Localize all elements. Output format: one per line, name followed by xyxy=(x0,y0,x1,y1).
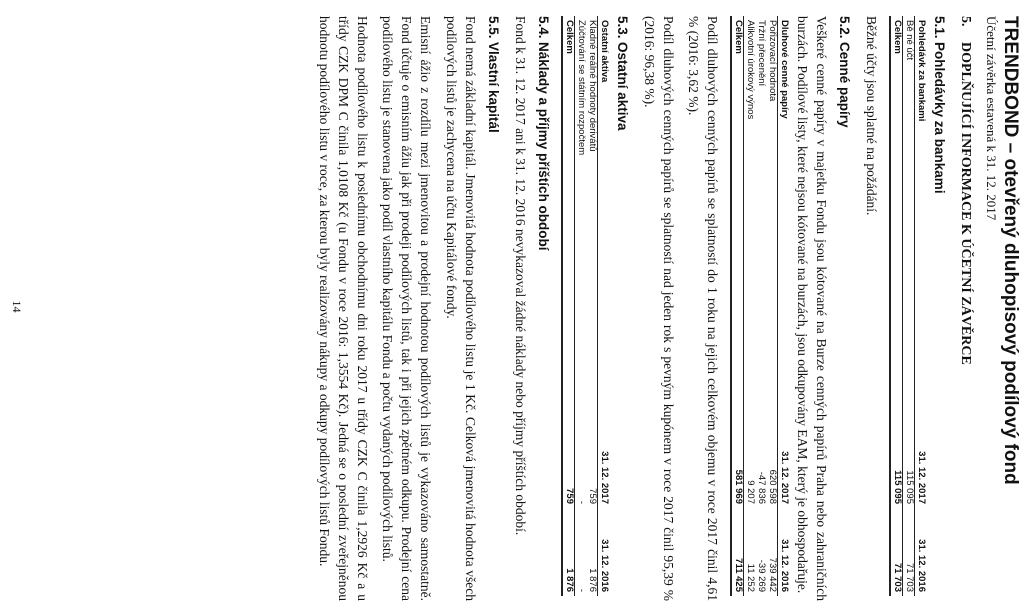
section-5-heading xyxy=(957,16,973,601)
bank-receivables-table xyxy=(889,16,926,596)
page-number: 14 xyxy=(10,300,24,313)
column-header: 31. 12. 2016 xyxy=(915,508,926,596)
other-assets-table xyxy=(561,16,609,596)
table-total-row xyxy=(562,16,574,596)
value-2017: 9 207 xyxy=(745,480,757,504)
table-row xyxy=(574,16,585,596)
row-label: Celkem xyxy=(731,16,743,420)
column-header: 31. 12. 2017 xyxy=(597,420,608,508)
row-label: Alikvotní úrokový výnos xyxy=(745,20,757,120)
section-number: 5.3. xyxy=(614,16,630,39)
paragraph: Veškeré cenné papíry v majetku Fondu jsou kótované na Burze cenných papírů Praha nebo zahraničních burzách. Podílové listy, které nejsou kótované na burzách, jsou odkupovány EAM, který je obhospodařuje. xyxy=(795,16,830,601)
value-2017: - xyxy=(575,500,587,504)
value-2016: 1 876 xyxy=(562,508,574,596)
value-2016: 71 703 xyxy=(904,562,916,592)
section-number: 5.1. xyxy=(932,16,948,39)
document-title: TRENDBOND – otevřený dluhopisový podílový fond xyxy=(1000,16,1021,485)
section-number: 5. xyxy=(958,16,974,27)
value-2017: 581 969 xyxy=(731,420,743,508)
paragraph: Fond nemá základní kapitál. Jmenovitá hodnota podílového listu je 1 Kč. Celková jmenovitá hodnota všech podílových listů je zachycena na účtu Kapitálové fondy. xyxy=(443,16,478,601)
table-row xyxy=(755,16,766,596)
value-2016: 739 442 xyxy=(766,557,778,592)
paragraph: Běžné účty jsou splatné na požádání. xyxy=(864,16,880,216)
section-title: Náklady a příjmy příštích období xyxy=(535,42,551,251)
value-2016: 11 252 xyxy=(745,563,757,592)
paragraph: Hodnota podílového listu k poslednímu obchodnímu dni roku 2017 u třídy CZK C činila 1,2926 Kč a u třídy CZK DPM C činila 1,0108 Kč (u Fondu v roce 2016: 1,3554 Kč). Jedná se o poslední zveřejněnou hodnotu podílového listu v roce, za kterou byly realizovány nákupy a odkupy podílových listů Fondu. xyxy=(316,16,371,601)
column-header: Ostatní aktiva xyxy=(597,16,608,420)
table-row xyxy=(744,16,755,596)
value-2016: - xyxy=(575,588,587,592)
column-header: 31. 12. 2017 xyxy=(915,420,926,508)
table-total-row xyxy=(731,16,743,596)
value-2017: 759 xyxy=(586,488,598,504)
table-total-row xyxy=(890,16,902,596)
row-label: Pořizovací hodnota xyxy=(766,20,778,102)
table-row xyxy=(586,16,597,596)
section-5-3-heading xyxy=(615,16,630,601)
document-page xyxy=(315,16,1020,601)
section-title: Ostatní aktiva xyxy=(614,42,630,131)
row-label: Kladné reálné hodnoty derivátů xyxy=(586,20,598,152)
value-2017: -47 836 xyxy=(756,471,768,504)
column-header: 31. 12. 2016 xyxy=(777,508,788,596)
column-header: Dluhové cenné papíry xyxy=(777,16,788,420)
table-header-row xyxy=(597,16,608,596)
row-label: Celkem xyxy=(562,16,574,420)
row-label: Bě né účt xyxy=(904,20,916,61)
section-5-1-heading xyxy=(932,16,947,601)
paragraph: Podíl dluhových cenných papírů se splatností nad jeden rok s pevným kupónem v roce 2017 činil 95,39 % (2016: 96,38 %). xyxy=(641,16,676,601)
section-title: Vlastní kapitál xyxy=(485,42,501,133)
table-header-row xyxy=(915,16,926,596)
value-2017: 759 xyxy=(562,420,574,508)
section-number: 5.5. xyxy=(485,16,501,39)
paragraph: Emisní ážio z rozdílu mezi jmenovitou a prodejní hodnotou podílových listů je vykazováno samostatně. Fond účtuje o emisním ážiu jak při prodeji podílových listů, tak i při jejich zpětném odkupu. Prodejní cena podílového listu je stanovena jako podíl vlastního kapitálu Fondu a počtu vydaných podílových listů. xyxy=(380,16,434,601)
value-2017: 115 095 xyxy=(904,470,916,504)
value-2016: 1 876 xyxy=(586,568,598,592)
column-header: 31. 12. 2017 xyxy=(777,420,788,508)
table-row xyxy=(903,16,915,596)
section-5-5-heading xyxy=(486,16,501,601)
section-5-2-heading xyxy=(837,16,852,601)
document-subtitle: Účetní závěrka estavená k 31. 12. 2017 xyxy=(984,16,1000,221)
section-title: Pohledávky za bankami xyxy=(932,42,948,194)
value-2016: 711 425 xyxy=(731,508,743,596)
row-label: Celkem xyxy=(890,16,902,420)
value-2017: 115 095 xyxy=(890,420,902,508)
table-header-row xyxy=(777,16,788,596)
section-title: DOPLŇUJÍCÍ INFORMACE K ÚČETNÍ ZÁVĚRCE xyxy=(958,42,974,365)
securities-table xyxy=(730,16,789,596)
row-label: Tržní přecenění xyxy=(756,20,768,87)
column-header: Pohledávk za bankami xyxy=(915,16,926,420)
value-2017: 620 598 xyxy=(766,469,778,504)
section-number: 5.4. xyxy=(535,16,551,39)
value-2016: 71 703 xyxy=(890,508,902,596)
row-label: Zúčtování se státním rozpočtem xyxy=(575,20,587,156)
value-2016: -39 269 xyxy=(756,559,768,592)
section-5-4-heading xyxy=(536,16,551,601)
table-row xyxy=(766,16,777,596)
column-header: 31. 12. 2016 xyxy=(597,508,608,596)
paragraph: Fond k 31. 12. 2017 ani k 31. 12. 2016 nevykazoval žádné náklady nebo příjmy příštích období. xyxy=(512,16,528,536)
section-title: Cenné papíry xyxy=(837,42,853,128)
paragraph: Podíl dluhových cenných papírů se splatností do 1 roku na jejich celkovém objemu v roce 2017 činil 4,61 % (2016: 3,62 %). xyxy=(686,16,721,601)
section-number: 5.2. xyxy=(837,16,853,39)
